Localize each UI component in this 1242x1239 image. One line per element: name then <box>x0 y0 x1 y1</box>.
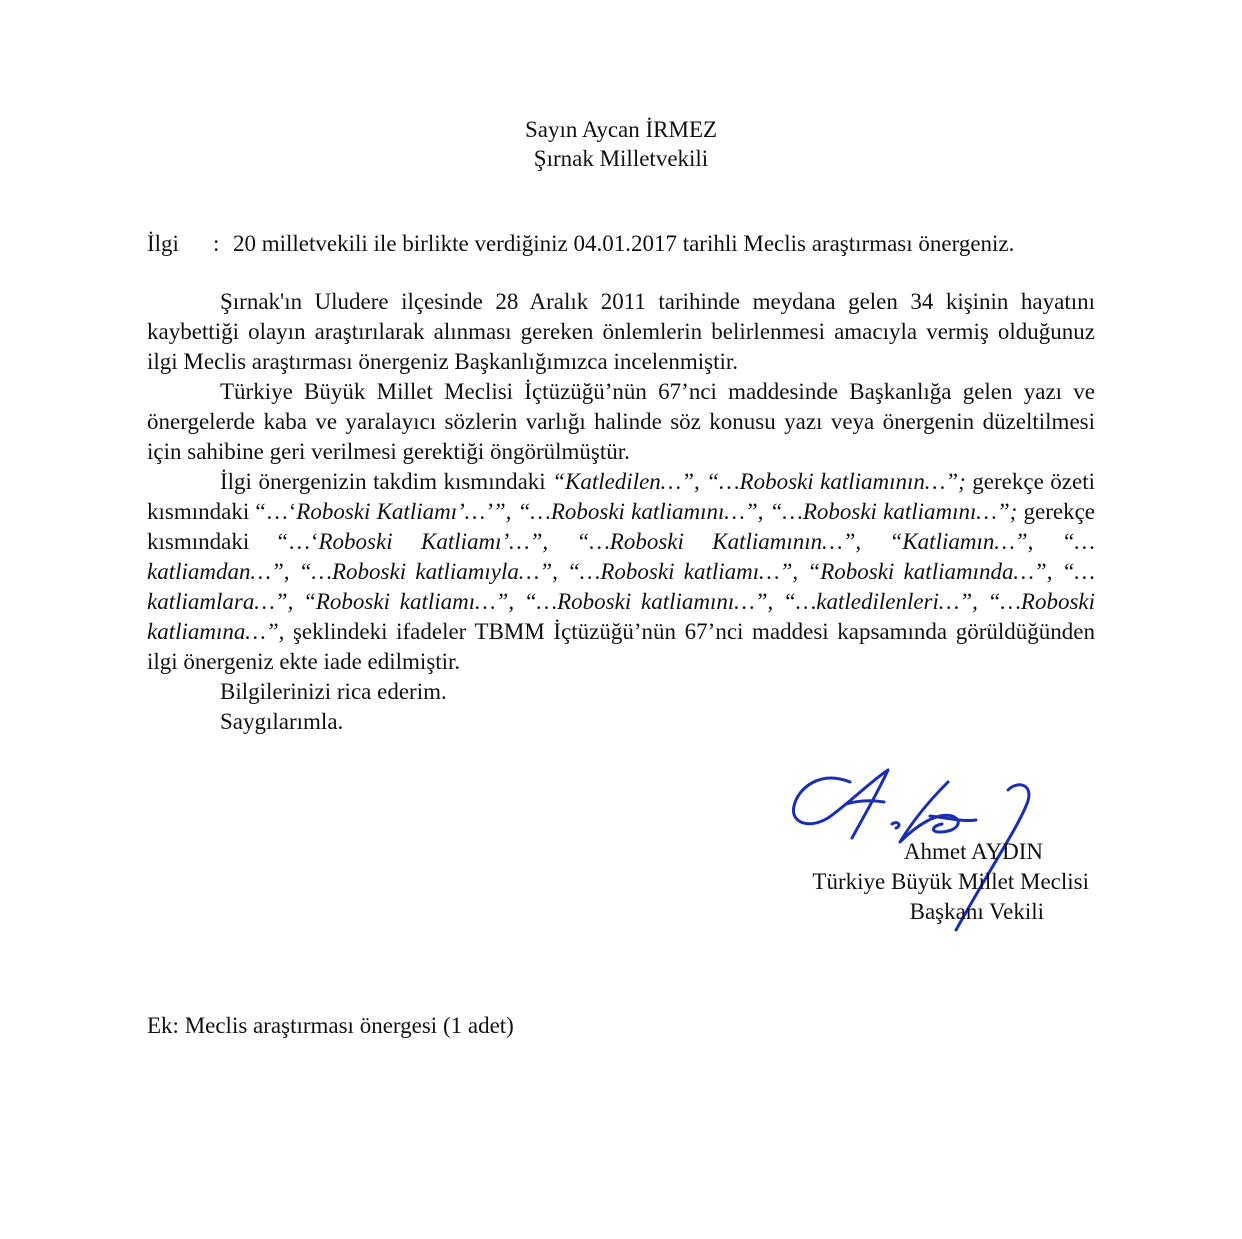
paragraph-closing-2: Saygılarımla. <box>220 709 344 734</box>
paragraph-3 <box>147 467 1095 677</box>
signature-stroke-3 <box>892 823 899 828</box>
reference-colon: : <box>213 231 220 256</box>
p3-text-3: gerekçe kısmındaki “…‘ <box>147 499 1095 554</box>
signatory-title-line-1: Türkiye Büyük Millet Meclisi <box>812 869 1089 894</box>
p3-italic-1: “Katledilen…”, “…Roboski katliamının…”; <box>552 469 966 494</box>
p3-text-2: gerekçe özeti kısmındaki “…‘ <box>147 469 1095 524</box>
addressee-block <box>0 115 1242 173</box>
paragraph-closing-1: Bilgilerinizi rica ederim. <box>220 679 447 704</box>
signatory-title-line-2: Başkanı Vekili <box>909 899 1044 924</box>
addressee-name: Sayın Aycan İRMEZ <box>524 117 718 142</box>
letter-body <box>147 287 1095 737</box>
signature-stroke-1 <box>793 770 888 838</box>
p3-text-4: şeklindeki ifadeler TBMM İçtüzüğü’nün 67’nci maddesi kapsamında görüldüğünden ilgi önergeniz ekte iade edilmiştir. <box>147 619 1095 674</box>
enclosure-note: Ek: Meclis araştırması önergesi (1 adet) <box>147 1013 514 1038</box>
addressee-title: Şırnak Milletvekili <box>533 146 709 171</box>
signatory-name: Ahmet AYDIN <box>903 839 1043 864</box>
signature-stroke-4 <box>900 782 958 842</box>
reference-line <box>147 229 1107 259</box>
p3-text-1: İlgi önergenizin takdim kısmındaki <box>220 469 553 494</box>
reference-label: İlgi <box>147 231 179 256</box>
signature-stroke-2 <box>846 801 884 804</box>
reference-text: 20 milletvekili ile birlikte verdiğiniz 04.01.2017 tarihli Meclis araştırması önergeniz. <box>233 231 1015 256</box>
p3-italic-3: Roboski Katliamı’…”, “…Roboski Katliamının…”, “Katliamın…”, “…katliamdan…”, “…Roboski katliamıyla…”, “…Roboski katliamı…”, “Roboski katliamında…”, “…katliamlara…”, “Roboski katliamı…”, “…Roboski katliamını…”, “…katledilenleri…”, “…Roboski katliamına…”, <box>147 529 1095 644</box>
signatory-block <box>760 837 1120 927</box>
p3-italic-2: Roboski Katliamı’…’”, “…Roboski katliamını…”, “…Roboski katliamını…”; <box>296 499 1018 524</box>
paragraph-2: Türkiye Büyük Millet Meclisi İçtüzüğü’nün 67’nci maddesinde Başkanlığa gelen yazı ve önergelerde kaba ve yaralayıcı sözlerin varlığı halinde söz konusu yazı veya önergenin düzeltilmesi için sahibine geri verilmesi gerektiği öngörülmüştür. <box>147 379 1095 464</box>
paragraph-1: Şırnak'ın Uludere ilçesinde 28 Aralık 2011 tarihinde meydana gelen 34 kişinin hayatını kaybettiği olayın araştırılarak alınması gereken önlemlerin belirlenmesi amacıyla vermiş olduğunuz ilgi Meclis araştırması önergeniz Başkanlığımızca incelenmiştir. <box>147 289 1095 374</box>
